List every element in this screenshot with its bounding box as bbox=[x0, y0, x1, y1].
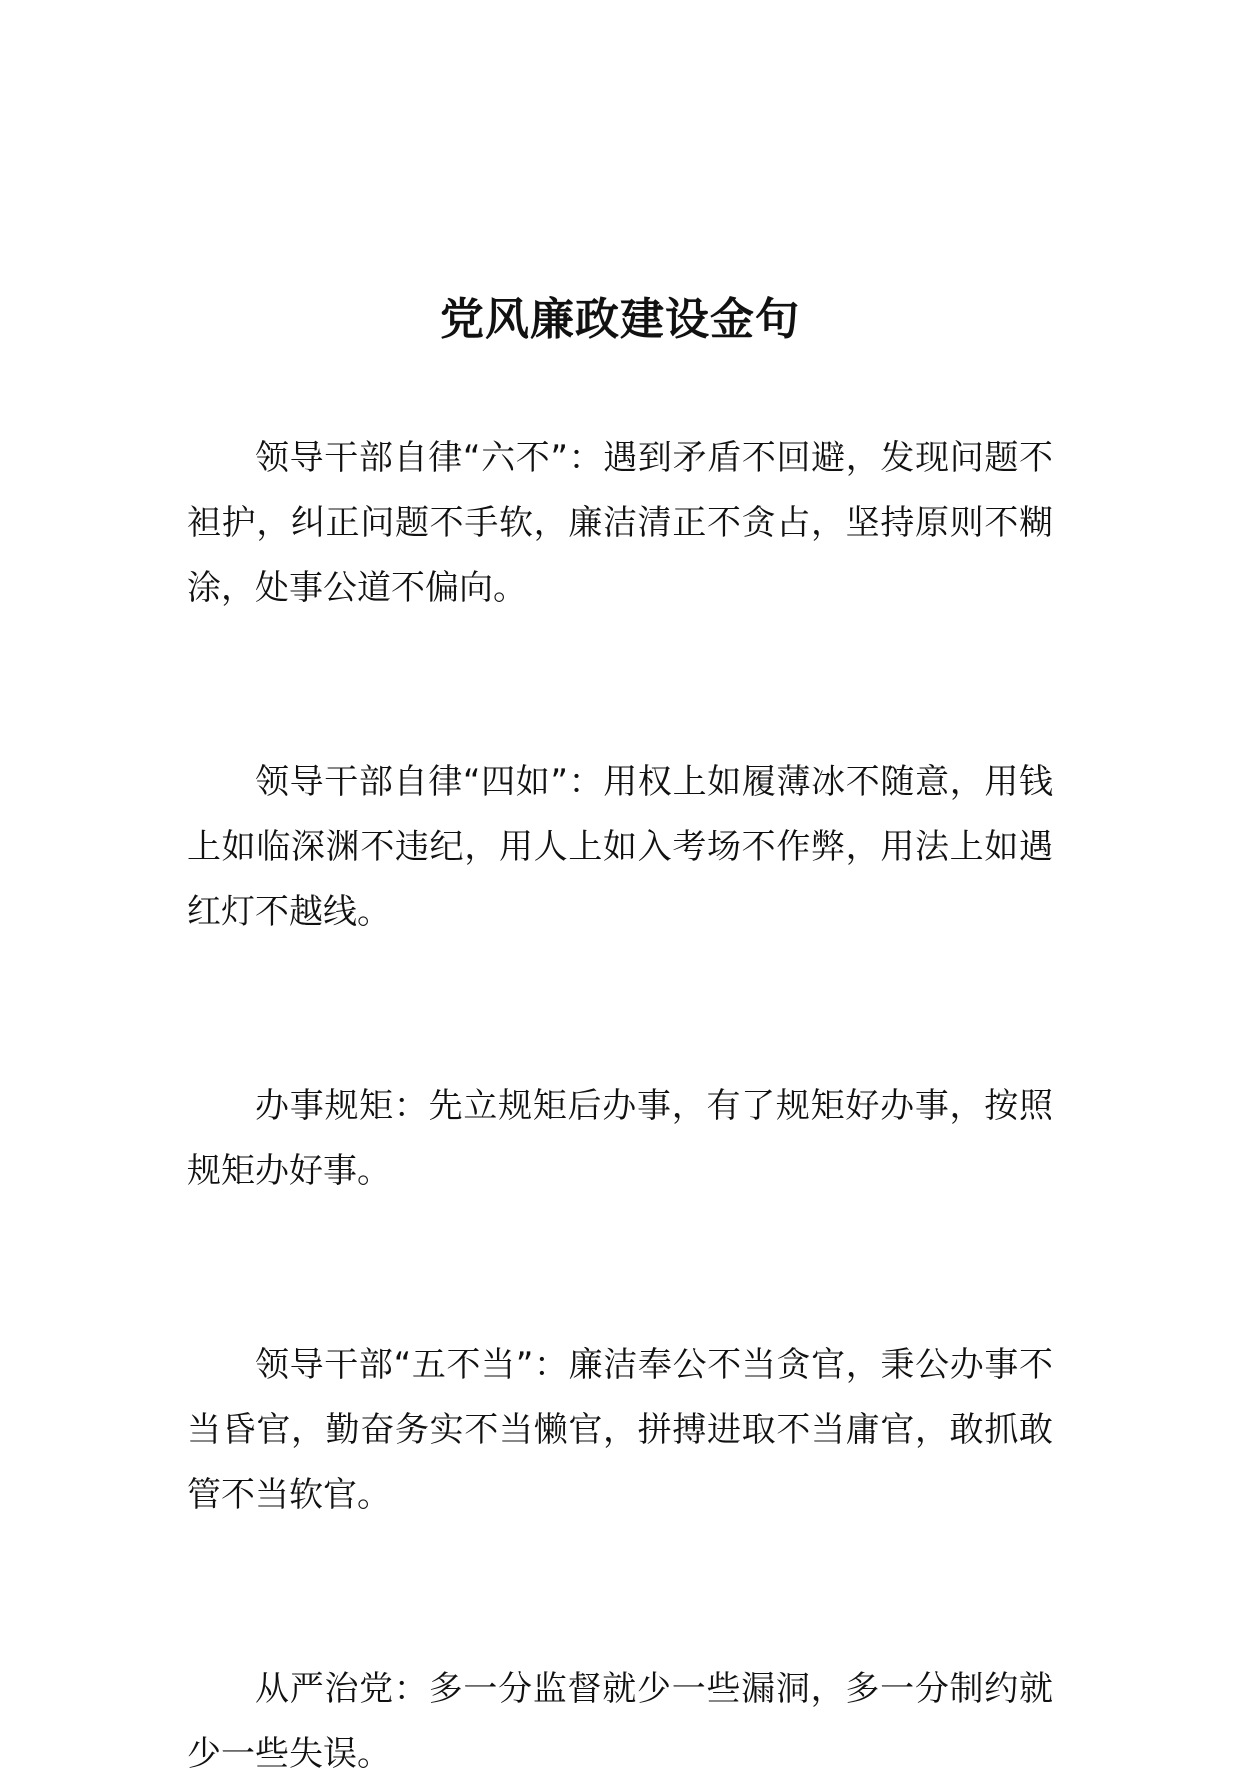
paragraph-four-likes: 领导干部自律“四如”：用权上如履薄冰不随意，用钱上如临深渊不违纪，用人上如入考场不作弊，用法上如遇红灯不越线。 bbox=[187, 762, 1053, 932]
document-body bbox=[187, 426, 1053, 1787]
paragraph-five-nots: 领导干部“五不当”：廉洁奉公不当贪官，秉公办事不当昏官，勤奋务实不当懒官，拼搏进取不当庸官，敢抓敢管不当软官。 bbox=[187, 1345, 1053, 1515]
paragraph-work-rules: 办事规矩：先立规矩后办事，有了规矩好办事，按照规矩办好事。 bbox=[187, 1086, 1053, 1191]
paragraph-strict-governance: 从严治党：多一分监督就少一些漏洞，多一分制约就少一些失误。 bbox=[187, 1669, 1053, 1774]
page-title: 党风廉政建设金句 bbox=[440, 294, 800, 345]
paragraph-six-nos: 领导干部自律“六不”：遇到矛盾不回避，发现问题不袒护，纠正问题不手软，廉洁清正不贪占，坚持原则不糊涂，处事公道不偏向。 bbox=[187, 438, 1053, 608]
